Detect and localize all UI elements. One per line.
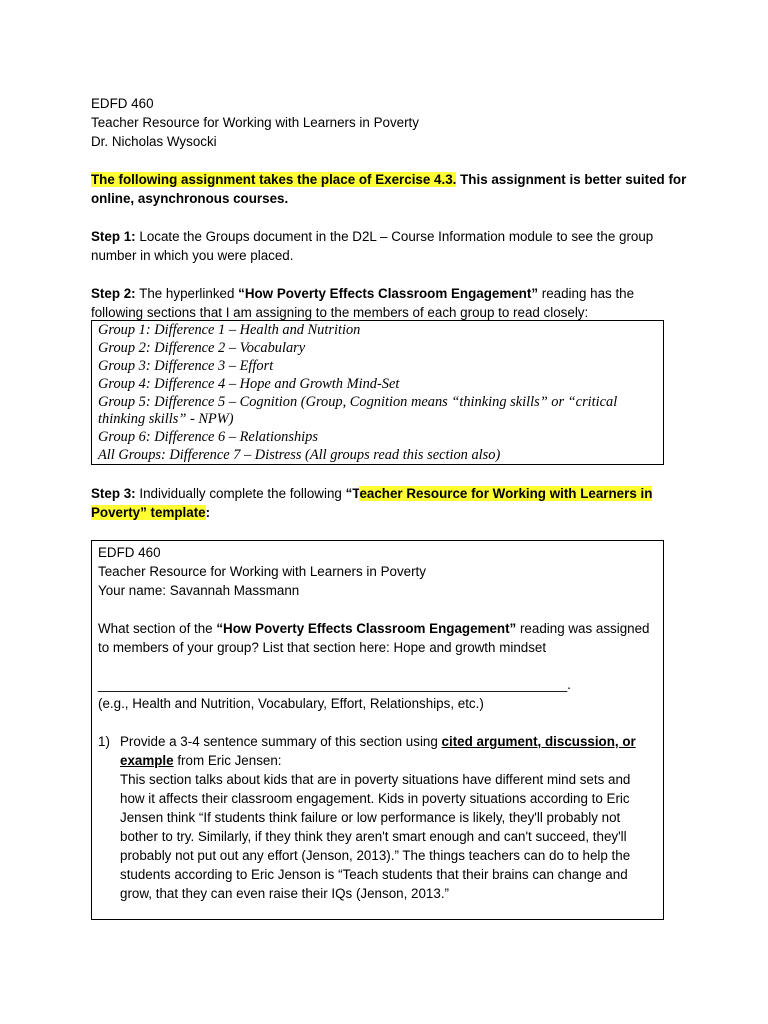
course-code: EDFD 460 xyxy=(91,96,154,111)
answer-line-1[interactable]: This section talks about kids that are in poverty situations have different mind sets and xyxy=(120,772,631,787)
examples-note: (e.g., Health and Nutrition, Vocabulary, Effort, Relationships, etc.) xyxy=(98,696,484,711)
step1-label: Step 1: xyxy=(91,229,136,244)
item-number: 1) xyxy=(98,734,110,749)
intro-rest: This assignment is better suited for xyxy=(456,172,687,187)
answer-line-6[interactable]: students according to Eric Jenson is “Teach students that their brains can change and xyxy=(120,867,628,882)
group-3: Group 3: Difference 3 – Effort xyxy=(98,358,274,374)
groups-box xyxy=(91,320,664,465)
step3-colon: : xyxy=(205,505,211,520)
group-5: Group 5: Difference 5 – Cognition (Group, Cognition means “thinking skills” or “critical xyxy=(98,394,618,410)
answer-line-4[interactable]: bother to try. Similarly, if they think they aren't smart enough and can't succeed, they'll xyxy=(120,829,627,844)
question-reading: “How Poverty Effects Classroom Engagement” xyxy=(216,621,517,636)
item-prompt-line-2 xyxy=(120,751,282,770)
template-question-line-2[interactable]: to members of your group? List that section here: Hope and growth mindset xyxy=(98,640,547,655)
all-groups: All Groups: Difference 7 – Distress (All groups read this section also) xyxy=(98,447,501,463)
step2-line-1 xyxy=(91,284,634,303)
answer-blank-line[interactable]: _______________________________________________________________. xyxy=(98,677,571,692)
intro-line-1 xyxy=(91,170,686,189)
answer-line-3[interactable]: Jensen think “If students think failure or low performance is likely, they'll probably not xyxy=(120,810,621,825)
intro-highlight: The following assignment takes the place of Exercise 4.3. xyxy=(91,172,457,187)
answer-line-2[interactable]: how it affects their classroom engagement. Kids in poverty situations according to Eric xyxy=(120,791,630,806)
step1-line-1 xyxy=(91,227,653,246)
item-underlined-2: example xyxy=(120,753,174,768)
intro-line-2: online, asynchronous courses. xyxy=(91,191,289,206)
step1-text: Locate the Groups document in the D2L – Course Information module to see the group xyxy=(135,229,654,244)
step3-highlight-2: Poverty” template xyxy=(91,505,206,520)
group-6: Group 6: Difference 6 – Relationships xyxy=(98,429,318,445)
step2-label: Step 2: xyxy=(91,286,136,301)
step3-line-1 xyxy=(91,484,652,503)
item-underlined-1: cited argument, discussion, or xyxy=(441,734,636,749)
step2-reading-link[interactable]: “How Poverty Effects Classroom Engagement” xyxy=(238,286,539,301)
group-5-continued: thinking skills” - NPW) xyxy=(98,411,234,427)
template-box xyxy=(91,540,664,920)
item-pre: Provide a 3-4 sentence summary of this section using xyxy=(120,734,442,749)
template-question-line-1 xyxy=(98,619,650,638)
template-name[interactable]: Your name: Savannah Massmann xyxy=(98,583,300,598)
step2-line-2: following sections that I am assigning to the members of each group to read closely: xyxy=(91,305,589,320)
instructor-name: Dr. Nicholas Wysocki xyxy=(91,134,217,149)
step3-line-2 xyxy=(91,503,210,522)
item-prompt-line-1 xyxy=(120,732,636,751)
step3-quote-open: “T xyxy=(345,486,360,501)
step3-label: Step 3: xyxy=(91,486,136,501)
step2-post: reading has the xyxy=(538,286,635,301)
group-2: Group 2: Difference 2 – Vocabulary xyxy=(98,340,306,356)
template-title: Teacher Resource for Working with Learners in Poverty xyxy=(98,564,426,579)
group-4: Group 4: Difference 4 – Hope and Growth Mind-Set xyxy=(98,376,400,392)
document-title: Teacher Resource for Working with Learners in Poverty xyxy=(91,115,419,130)
step3-pre: Individually complete the following xyxy=(135,486,346,501)
step2-pre: The hyperlinked xyxy=(135,286,239,301)
group-1: Group 1: Difference 1 – Health and Nutrition xyxy=(98,322,361,338)
question-post: reading was assigned xyxy=(516,621,650,636)
item-post: from Eric Jensen: xyxy=(173,753,282,768)
step1-line-2: number in which you were placed. xyxy=(91,248,294,263)
question-pre: What section of the xyxy=(98,621,217,636)
template-course: EDFD 460 xyxy=(98,545,161,560)
step3-highlight-1: eacher Resource for Working with Learners in xyxy=(359,486,653,501)
answer-line-5[interactable]: probably not put out any effort (Jenson, 2013).” The things teachers can do to help the xyxy=(120,848,631,863)
answer-line-7[interactable]: grow, that they can even raise their IQs (Jenson, 2013.” xyxy=(120,886,449,901)
